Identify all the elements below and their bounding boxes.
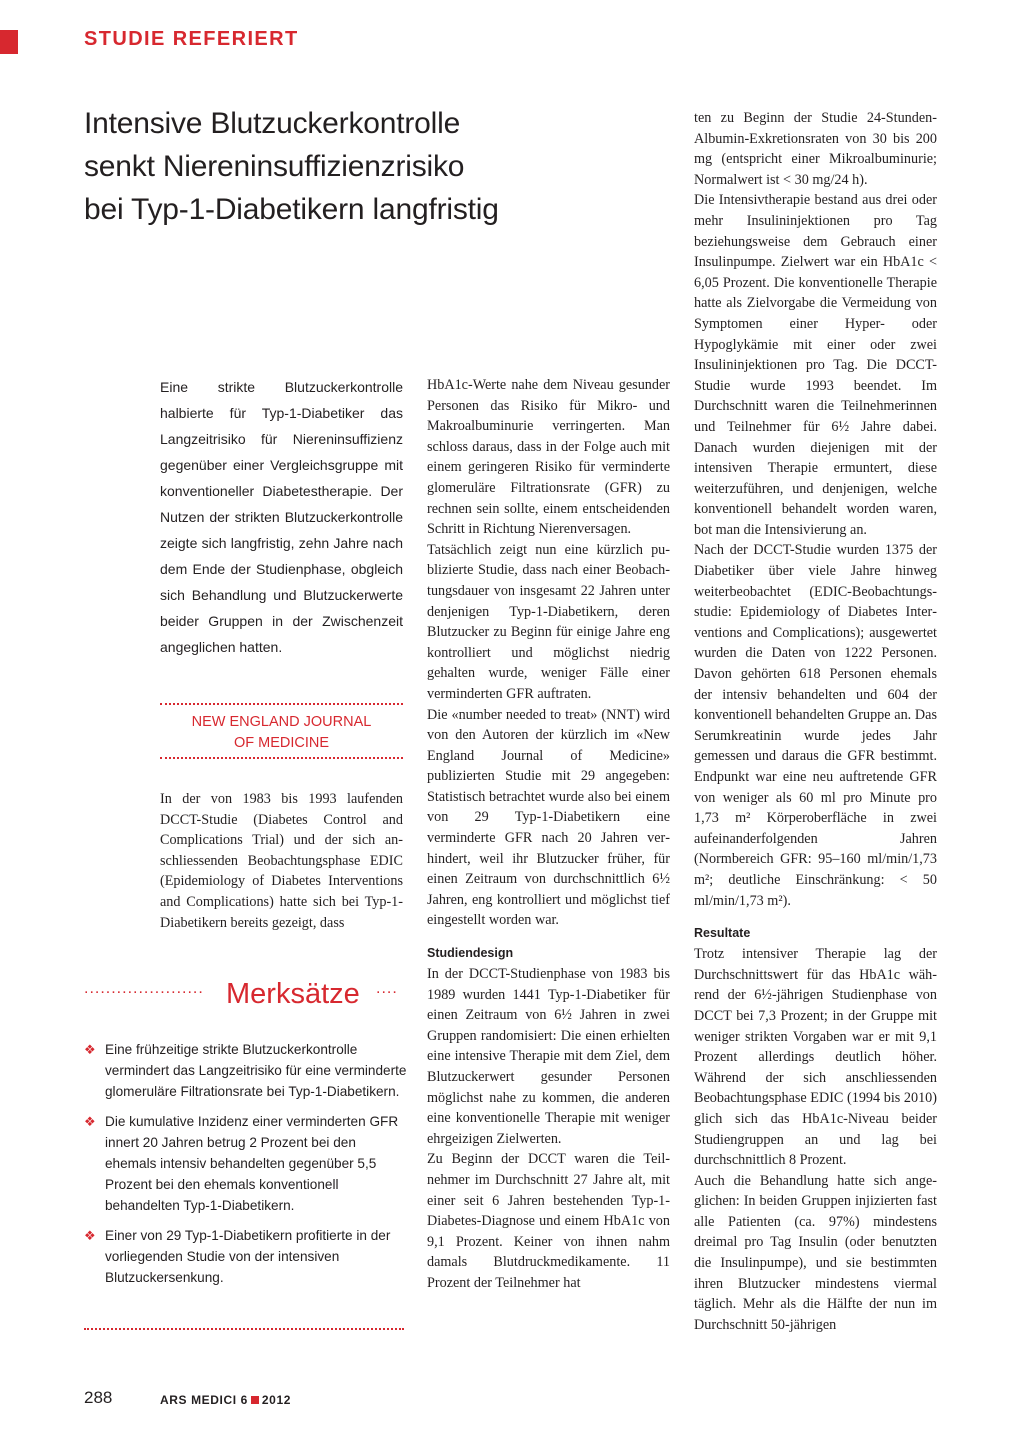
merksatz-text: Einer von 29 Typ-1-Diabetikern profitierte in der vorliegenden Studie von der intensiven Blutzuckersenkung. [105,1228,391,1285]
merksaetze-divider [84,1328,404,1330]
section-marker [0,30,18,54]
body-paragraph: In der DCCT-Studienphase von 1983 bis 1989 wurden 1441 Typ-1-Diabetiker für einen Zeitraum von 6½ Jahren in zwei Gruppen randomisiert: Die einen erhielten eine intensive Therapie mit dem Ziel, dem Blutzuckerwert gesunder Personen möglichst nahe zu kommen, die anderen eine konventionelle Therapie mit weniger ehrgeizigen Zielwerten. [427,966,670,1147]
merksatz-text: Eine frühzeitige strikte Blutzuckerkontrolle vermindert das Langzeitrisiko für eine verminderte glomeruläre Filtrationsrate bei Typ-1-Diabetikern. [105,1042,407,1099]
source-label [160,712,403,754]
merksaetze-title: Merksätze [226,978,360,1010]
merksatz-text: Die kumulative Inzidenz einer verminderten GFR innert 20 Jahren betrug 2 Prozent bei den ehemals intensiv behandelten gegenüber 5,5 Prozent bei den ehemals konventionell behandelten Typ-1-Diabetikern. [105,1114,399,1213]
merksatz-item [84,1112,409,1216]
body-column-1 [160,789,403,933]
headline-line-3: bei Typ-1-Diabetikern langfristig [84,193,499,226]
merksatz-item [84,1226,409,1288]
subheading-resultate: Resultate [694,926,751,941]
journal-footer [160,1393,291,1407]
diamond-bullet-icon: ❖ [84,1042,96,1057]
source-line-1: NEW ENGLAND JOURNAL [191,714,372,730]
diamond-bullet-icon: ❖ [84,1114,96,1130]
journal-year: 2012 [261,1393,291,1407]
body-column-2 [427,375,670,1294]
headline-line-1: Intensive Blutzuckerkontrolle [84,107,461,140]
page-number: 288 [84,1388,113,1407]
diamond-bullet-icon: ❖ [84,1228,96,1244]
source-line-2: OF MEDICINE [233,735,330,751]
subheading-studiendesign: Studiendesign [427,946,514,961]
journal-name: ARS MEDICI 6 [160,1393,248,1407]
body-paragraph: In der von 1983 bis 1993 laufenden DCCT-Studie (Diabetes Control and Complications Trial) und der sich anschliessenden Beobachtungsphase EDIC (Epidemiology of Diabetes Interventions and Complications) hatte sich bei Typ-1-Diabetikern bereits gezeigt, dass [160,791,403,931]
body-paragraph: Tatsächlich zeigt nun eine kürzlich publizierte Studie, dass nach einer Beobachtungsdauer von insgesamt 22 Jahren unter denjenigen Typ-1-Diabetikern, deren Blutzucker zu Beginn für einige Jahre eng kontrolliert und möglichst niedrig gehalten wurde, weniger Fälle einer verminderten GFR auftraten. [427,541,670,702]
lead-paragraph: Eine strikte Blutzuckerkontrolle halbierte für Typ-1-Diabetiker das Langzeitrisiko für Niereninsuffizienz gegenüber einer Vergleichsgruppe mit konventioneller Diabetestherapie. Der Nutzen der strikten Blutzuckerkontrolle zeigte sich langfristig, zehn Jahre nach dem Ende der Studienphase, obgleich sich Behandlung und Blutzuckerwerte beider Gruppen in der Zwischenzeit angeglichen hatten. [160,379,403,655]
headline-line-2: senkt Niereninsuffizienzrisiko [84,150,465,183]
body-paragraph: Nach der DCCT-Studie wurden 1375 der Diabetiker über viele Jahre hinweg weiterbeobachtet (EDIC-Beobachtungsstudie: Epidemiology of Diabetes Interventions and Complications); ausgewertet wurden die Daten von 1222 Personen. Davon gehörten 618 Personen ehemals der intensiv behandelten und 604 der konventionell behandelten Gruppe an. Das Serumkreatinin wurde jedes Jahr gemessen und daraus die GFR bestimmt. Endpunkt war eine neu auftretende GFR von weniger als 60 ml pro Minute pro 1,73 m² Körperoberfläche in zwei aufeinanderfolgenden Jahren (Normbereich GFR: 95–160 ml/min/1,73 m²; deutliche Einschränkung: < 50 ml/min/1,73 m²). [694,542,937,909]
merksaetze-dots-left: ...................... [84,980,204,997]
body-paragraph: Zu Beginn der DCCT waren die Teilnehmer im Durchschnitt 27 Jahre alt, mit einer seit 6 Jahren bestehenden Typ-1-Diabetes-Diagnose und einem HbA1c von 9,1 Prozent. Keiner von ihnen nahm damals Blutdruckmedikamente. 11 Prozent der Teilnehmer hat [427,1151,670,1291]
source-divider-bottom [160,757,403,759]
article-headline [84,102,644,231]
body-paragraph: Die Intensivtherapie bestand aus drei oder mehr Insulininjektionen pro Tag beziehungsweise dem Gebrauch einer Insulinpumpe. Zielwert war ein HbA1c < 6,05 Prozent. Die konventionelle Therapie hatte als Zielvorgabe die Vermeidung von Symptomen einer Hyper- oder Hypoglykämie mit einer oder zwei Insulininjektionen pro Tag. Die DCCT-Studie wurde 1993 beendet. Im Durchschnitt waren die Teilnehmerinnen und Teilnehmer für 6½ Jahre dabei. Danach wurden diejenigen mit der intensiven Therapie ermuntert, diese weiterzuführen, und denjenigen, welche konventionell behandelt worden waren, bot man die Intensivierung an. [694,192,937,538]
source-divider-top [160,703,403,705]
body-paragraph: HbA1c-Werte nahe dem Niveau gesunder Personen das Risiko für Mikro- und Makroalbuminurie verringerten. Man schloss daraus, dass in der Folge auch mit einem geringeren Risiko für verminderte glomeruläre Filtrationsrate (GFR) zu rechnen sein sollte, einem entscheidenden Schritt in Richtung Nierenversagen. [427,377,670,538]
body-paragraph: Die «number needed to treat» (NNT) wird von den Autoren der kürzlich im «New England Journal of Medicine» publizierten Studie mit 29 angegeben: Statistisch betrachtet wurde also bei einem von 29 Typ-1-Diabetikern eine verminderte GFR nach 20 Jahren verhindert, weil ihr Blutzucker früher, für einen Zeitraum von durchschnittlich 6½ Jahren, eng kontrolliert und möglichst tief eingestellt worden war. [427,706,670,929]
square-separator-icon [251,1396,259,1404]
merksaetze-dots-right: .... [376,980,398,997]
body-paragraph: Trotz intensiver Therapie lag der Durchschnittswert für das HbA1c während der 6½-jährigen Studienphase von DCCT bei 7,3 Prozent; in der Gruppe mit weniger strikten Vorgaben war er mit 9,1 Prozent allerdings deutlich höher. Während der sich anschliessenden Beobachtungsphase EDIC (1994 bis 2010) glich sich das HbA1c-Niveau beider Studiengruppen an und lag bei durchschnittlich 8 Prozent. [694,946,937,1169]
section-label: STUDIE REFERIERT [84,28,299,50]
body-paragraph: Auch die Behandlung hatte sich angeglichen: In beiden Gruppen injizierten fast alle Patienten (ca. 97%) mindestens dreimal pro Tag Insulin (oder benutzten die Insulinpumpe), und sie bestimmten ihren Blutzucker mindestens viermal täglich. Mehr als die Hälfte der nun im Durchschnitt 50-jährigen [694,1172,937,1333]
merksatz-item [84,1040,409,1102]
body-column-3 [694,108,937,1335]
merksaetze-list [84,1040,409,1299]
body-paragraph: ten zu Beginn der Studie 24-Stunden-Albumin-Exkretionsraten von 30 bis 200 mg (entspricht einer Mikroalbuminurie; Normalwert ist < 30 mg/24 h). [694,110,937,188]
